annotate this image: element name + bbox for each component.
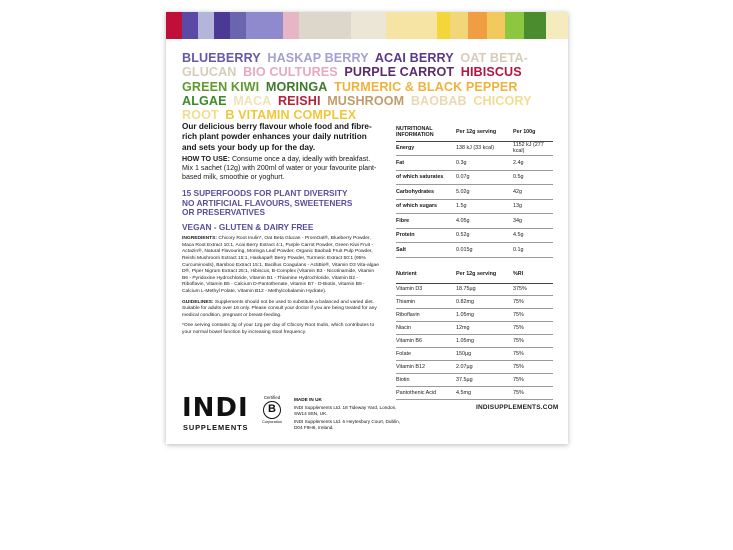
table-cell: 0.52g <box>456 232 470 239</box>
table-header-cell: NUTRITIONAL INFORMATION <box>396 126 434 139</box>
table-cell: Vitamin B6 <box>396 338 422 344</box>
color-stripe <box>283 12 299 39</box>
table-row <box>396 386 553 399</box>
table-cell: 75% <box>513 299 524 306</box>
table-cell: Biotin <box>396 376 410 383</box>
table-cell: 1152 kJ (277 kcal) <box>513 142 544 155</box>
table-cell: 375% <box>513 286 527 293</box>
table-cell: 34g <box>513 217 522 224</box>
bcorp-badge <box>260 395 284 424</box>
table-row <box>396 373 553 386</box>
table-cell: 0.3g <box>456 159 467 166</box>
color-stripe <box>299 12 351 39</box>
table-cell: 18.75µg <box>456 286 476 293</box>
table-row <box>396 141 553 156</box>
superfood-word: MORINGA <box>265 79 328 94</box>
address-ie: INDI Supplements Ltd. 6 Heytesbury Court, Dublin, D04 F9H6, Ireland. <box>294 419 401 431</box>
vitamins-table <box>396 266 553 400</box>
color-stripe <box>524 12 546 39</box>
table-header-row <box>396 266 553 283</box>
color-stripe <box>468 12 487 39</box>
table-row <box>396 322 553 335</box>
superfood-list <box>182 51 558 122</box>
claim-line: NO ARTIFICIAL FLAVOURS, SWEETENERS <box>182 197 353 208</box>
table-cell: Vitamin B12 <box>396 363 425 370</box>
table-cell: 75% <box>513 376 524 383</box>
table-cell: Folate <box>396 350 411 357</box>
table-cell: 0.015g <box>456 246 473 253</box>
superfood-word: BLUEBERRY <box>182 51 261 65</box>
table-cell: Protein <box>396 232 415 239</box>
superfood-word: TURMERIC & BLACK PEPPER <box>334 79 518 94</box>
table-cell: 4.5mg <box>456 389 471 396</box>
table-row <box>396 228 553 243</box>
table-cell: 0.07g <box>456 174 470 181</box>
superfood-word: BIO CULTURES <box>243 65 338 80</box>
company-addresses <box>294 397 404 433</box>
table-cell: 4.5g <box>513 232 524 239</box>
guidelines <box>182 300 381 320</box>
table-cell: 5.02g <box>456 188 470 195</box>
brand-subtitle: SUPPLEMENTS <box>183 423 249 432</box>
superfood-word: MUSHROOM <box>327 93 405 108</box>
ingredients-text: Chicory Root Inulin*, Oat Beta Glucan - PromOat®, Blueberry Powder, Maca Root Extract 10:1, Acai Berry Extract 4:1, Purple Carrot Powder, Green Kiwi Fruit - Actazin®, Natural Flavouring, Moringa Leaf Powder, Organic Baobab Fruit Pulp Powder, Reishi Mushroom Extract 15:1, Haskapa® Berry Powder, Turmeric Extract 50:1 (95% Curcuminoids), Bamboo Extract 15:1, Bacillus Coagulans - ActiBio®, Vitamin D3 Vita-algae D®, Piper Nigrum Extract 25:1, Hibiscus, B-Complex (Vitamin B3 - Nicotinamide, Vitamin B6 - Pyridoxine Hydrochloride, Vitamin B1 - Thiamine Hydrochloride, Vitamin B2 - Riboflavin, Vitamin B5 - Calcium D-Pantothenate, Vitamin B7 - D-Biotin, Vitamin B9 - Calcium L-Methyl Folate, Vitamin B12 - Methylcobalamin Hydrate). <box>182 236 379 294</box>
table-cell: Niacin <box>396 325 411 332</box>
table-cell: Vitamin D3 <box>396 286 423 293</box>
bcorp-icon: B <box>263 401 281 419</box>
nutrition-table <box>396 124 553 258</box>
color-stripe <box>450 12 469 39</box>
vegan-claim: VEGAN - GLUTEN & DAIRY FREE <box>182 222 314 233</box>
color-stripe <box>182 12 198 39</box>
color-stripe <box>246 12 283 39</box>
brand-footer <box>182 395 402 444</box>
guidelines-label: GUIDELINES: <box>182 299 214 305</box>
how-to-use-text: Consume once a day, ideally with breakfast. Mix 1 sachet (12g) with 200ml of water or your favourite plant-based milk, smoothie or yoghurt. <box>182 154 377 182</box>
table-cell: 75% <box>513 338 524 344</box>
table-row <box>396 296 553 309</box>
footnote: *One serving contains 3g of your 12g per day of Chicory Root Inulin, which contributes to your normal bowel function by increasing stool frequency. <box>182 323 375 335</box>
table-cell: 12mg <box>456 325 470 332</box>
table-row <box>396 156 553 171</box>
table-cell: Pantothenic Acid <box>396 389 437 396</box>
color-stripe <box>230 12 246 39</box>
superfood-word: CHICORY ROOT <box>182 93 532 123</box>
table-cell: Thiamin <box>396 299 416 306</box>
table-cell: 1.05mg <box>456 312 474 319</box>
ingredients-label: INGREDIENTS: <box>182 236 218 242</box>
table-header-cell: Per 12g serving <box>456 271 497 278</box>
superfood-word: MACA <box>233 93 272 108</box>
table-row <box>396 170 553 185</box>
superfood-word: HASKAP BERRY <box>267 51 369 65</box>
color-stripe <box>198 12 214 39</box>
table-row <box>396 214 553 229</box>
color-stripe <box>487 12 506 39</box>
table-cell: 4.05g <box>456 217 470 224</box>
table-cell: Energy <box>396 145 415 152</box>
superfood-word: BAOBAB <box>410 93 467 108</box>
product-label <box>166 12 568 444</box>
bcorp-corporation-label: Corporation <box>262 420 282 424</box>
superfood-word: HIBISCUS <box>460 65 522 80</box>
table-row <box>396 335 553 348</box>
table-cell: 0.5g <box>513 174 524 181</box>
table-cell: 37.5µg <box>456 376 473 383</box>
color-stripe <box>351 12 386 39</box>
superfood-word: B VITAMIN COMPLEX <box>225 108 357 123</box>
table-row <box>396 185 553 200</box>
guidelines-text: Supplements should not be used to substitute a balanced and varied diet. Suitable for adults over 16 only. Please consult your doctor if you are being treated for any medical condition, pregnant or breast-feeding. <box>182 299 377 318</box>
table-cell: of which saturates <box>396 174 444 181</box>
how-to-use-label: HOW TO USE: <box>182 154 230 163</box>
website-url: INDISUPPLEMENTS.COM <box>476 404 559 411</box>
table-cell: 75% <box>513 363 524 370</box>
table-cell: of which sugars <box>396 203 438 210</box>
table-row <box>396 309 553 322</box>
color-stripe <box>386 12 438 39</box>
color-stripe <box>546 12 568 39</box>
table-header-cell: Per 12g serving <box>456 129 497 136</box>
table-header-cell: Nutrient <box>396 271 417 278</box>
description-column <box>182 122 381 336</box>
address-uk: INDI Supplements Ltd. 18 Tideway Yard, London, SW14 8SN, UK. <box>294 405 397 417</box>
table-cell: 0.1g <box>513 246 524 253</box>
table-header-cell: Per 100g <box>513 129 536 136</box>
table-cell: 138 kJ (33 kcal) <box>456 145 495 152</box>
claims-list <box>182 189 381 218</box>
table-header-cell: %RI <box>513 271 524 278</box>
color-stripe <box>214 12 230 39</box>
intro-text: Our delicious berry flavour whole food and fibre-rich plant powder enhances your daily nutrition and sets your body up for the day. <box>182 122 372 152</box>
table-row <box>396 360 553 373</box>
table-cell: 75% <box>513 389 524 396</box>
table-cell: Carbohydrates <box>396 188 435 195</box>
superfood-word: GREEN KIWI <box>182 79 260 94</box>
table-cell: 1.05mg <box>456 338 474 344</box>
table-cell: 42g <box>513 188 522 195</box>
table-cell: Riboflavin <box>396 312 420 319</box>
made-in-label: MADE IN UK <box>294 397 322 402</box>
table-row <box>396 243 553 258</box>
how-to-use <box>182 155 381 183</box>
color-stripe <box>505 12 524 39</box>
superfood-word: ALGAE <box>182 93 227 108</box>
ingredients <box>182 236 381 295</box>
superfood-word: OAT BETA-GLUCAN <box>182 51 528 80</box>
color-stripe <box>166 12 182 39</box>
claim-line: OR PRESERVATIVES <box>182 207 265 218</box>
table-cell: Salt <box>396 246 406 253</box>
bcorp-certified-label: Certified <box>263 395 281 400</box>
table-cell: 2.4g <box>513 159 524 166</box>
table-cell: 0.82mg <box>456 299 474 306</box>
claim-line: 15 SUPERFOODS FOR PLANT DIVERSITY <box>182 187 348 198</box>
table-cell: 75% <box>513 350 524 357</box>
brand-logo: INDI <box>182 393 249 423</box>
table-cell: 75% <box>513 312 524 319</box>
superfood-word: ACAI BERRY <box>374 51 454 65</box>
table-cell: 2.07µg <box>456 363 473 370</box>
table-row <box>396 283 553 296</box>
superfood-word: REISHI <box>277 93 321 108</box>
table-cell: 13g <box>513 203 522 210</box>
superfood-word: PURPLE CARROT <box>344 65 455 80</box>
color-stripe-bar <box>166 12 568 39</box>
table-cell: Fibre <box>396 217 410 224</box>
table-cell: 75% <box>513 325 524 332</box>
table-cell: 1.5g <box>456 203 467 210</box>
table-cell: Fat <box>396 159 405 166</box>
table-cell: 150µg <box>456 350 472 357</box>
color-stripe <box>437 12 449 39</box>
table-header-row <box>396 124 553 141</box>
table-row <box>396 347 553 360</box>
table-row <box>396 199 553 214</box>
